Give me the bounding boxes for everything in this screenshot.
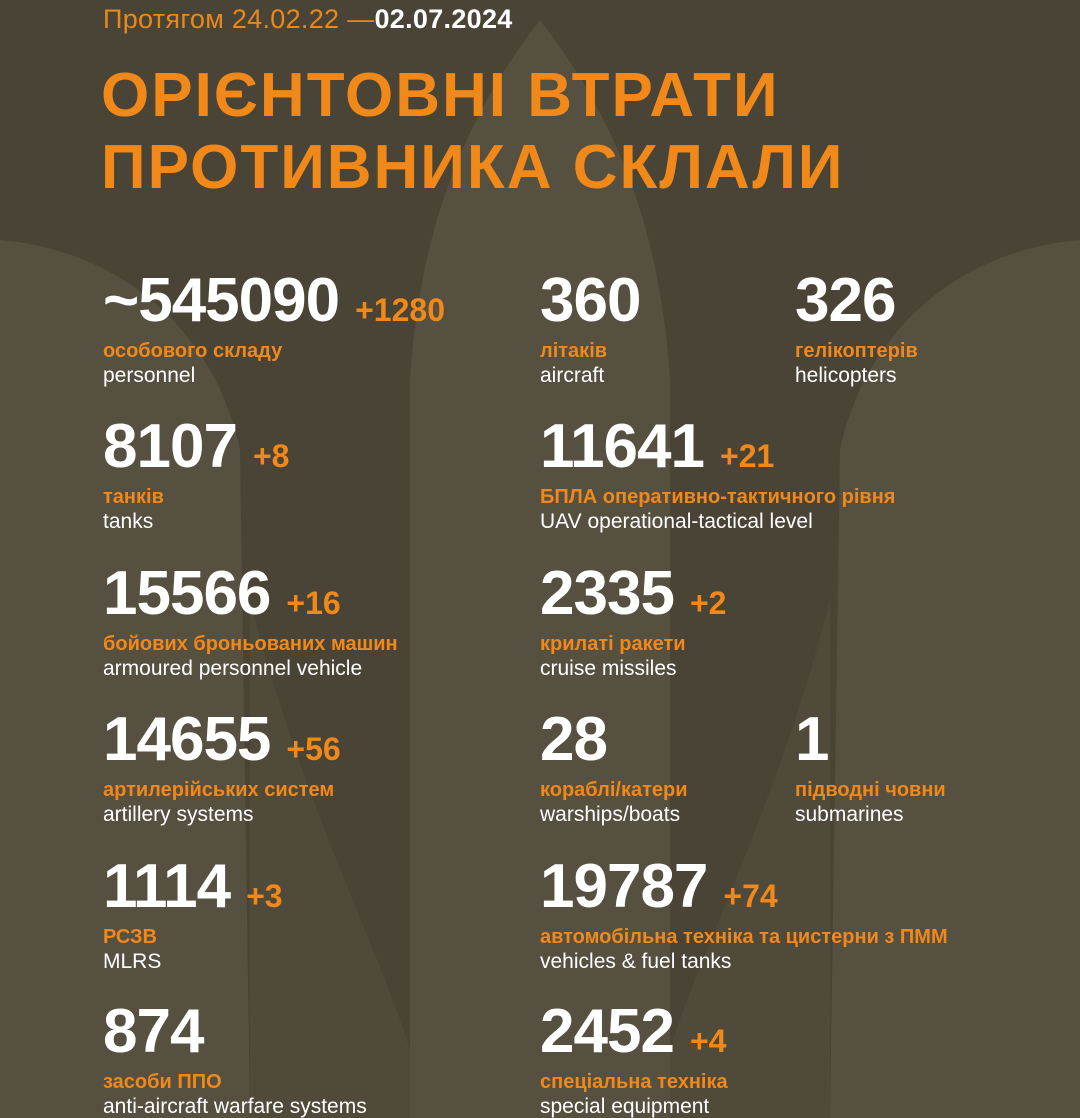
stat-delta: +4 bbox=[689, 1023, 727, 1059]
stat-vehicles bbox=[540, 852, 948, 973]
stat-label-en: MLRS bbox=[103, 950, 162, 973]
stat-label-en: vehicles & fuel tanks bbox=[540, 950, 732, 973]
stat-value: 874 bbox=[103, 997, 204, 1066]
stat-cruise-missiles bbox=[540, 559, 727, 680]
stat-label-ua: автомобільна техніка та цистерни з ПММ bbox=[540, 926, 948, 948]
stat-label-ua: кораблі/катери bbox=[540, 779, 688, 801]
stat-label-en: helicopters bbox=[795, 364, 897, 387]
stat-label-ua: РСЗВ bbox=[103, 926, 157, 948]
stat-value: 28 bbox=[540, 705, 607, 774]
stat-delta: +1280 bbox=[355, 292, 445, 328]
period-end-date: 02.07.2024 bbox=[374, 4, 513, 34]
stat-value: 8107 bbox=[103, 412, 237, 481]
stat-aircraft bbox=[540, 266, 641, 387]
stat-label-en: aircraft bbox=[540, 364, 605, 387]
stat-delta: +74 bbox=[723, 878, 778, 914]
stat-label-en: cruise missiles bbox=[540, 657, 677, 680]
stat-label-ua: спеціальна техніка bbox=[540, 1071, 728, 1093]
title-line-1: ОРІЄНТОВНІ ВТРАТИ bbox=[101, 61, 780, 130]
stat-label-en: special equipment bbox=[540, 1095, 710, 1118]
stat-label-ua: бойових броньованих машин bbox=[103, 633, 398, 655]
stat-delta: +3 bbox=[246, 878, 283, 914]
stat-label-ua: засоби ППО bbox=[103, 1071, 222, 1093]
stat-label-en: armoured personnel vehicle bbox=[103, 657, 363, 680]
stat-warships bbox=[540, 705, 688, 826]
stat-label-ua: артилерійських систем bbox=[103, 779, 335, 801]
stat-value: 360 bbox=[540, 266, 641, 335]
stat-label-en: warships/boats bbox=[540, 803, 681, 826]
stat-label-en: tanks bbox=[103, 510, 154, 533]
stat-delta: +16 bbox=[286, 585, 341, 621]
stat-helicopters bbox=[795, 266, 918, 387]
stat-special-equipment bbox=[540, 997, 728, 1118]
stat-submarines bbox=[795, 705, 946, 826]
stat-label-en: UAV operational-tactical level bbox=[540, 510, 813, 533]
stat-mlrs bbox=[103, 852, 283, 973]
stat-value: 14655 bbox=[103, 705, 271, 774]
header bbox=[103, 4, 513, 35]
stat-label-en: anti-aircraft warfare systems bbox=[103, 1095, 367, 1118]
stat-label-ua: підводні човни bbox=[795, 779, 946, 801]
stat-personnel bbox=[103, 266, 445, 387]
stat-delta: +2 bbox=[689, 585, 727, 621]
stat-armoured-vehicles bbox=[103, 559, 398, 680]
stat-value: ~545090 bbox=[103, 266, 340, 335]
stat-label-ua: танків bbox=[103, 486, 164, 508]
stat-value: 326 bbox=[795, 266, 896, 335]
stat-delta: +21 bbox=[720, 438, 775, 474]
stat-value: 2335 bbox=[540, 559, 674, 628]
period-prefix: Протягом 24.02.22 — bbox=[103, 4, 375, 34]
reporting-period bbox=[103, 4, 513, 35]
page-title bbox=[101, 60, 844, 204]
stat-label-ua: гелікоптерів bbox=[795, 340, 918, 362]
stat-value: 19787 bbox=[540, 852, 708, 921]
stat-uav bbox=[540, 412, 896, 533]
stat-label-ua: БПЛА оперативно-тактичного рівня bbox=[540, 486, 896, 508]
stat-label-ua: крилаті ракети bbox=[540, 633, 686, 655]
stat-label-en: artillery systems bbox=[103, 803, 254, 826]
stat-value: 1 bbox=[795, 705, 829, 774]
stat-tanks bbox=[103, 412, 290, 533]
stat-label-en: personnel bbox=[103, 364, 196, 387]
stat-artillery bbox=[103, 705, 341, 826]
stat-air-defense bbox=[103, 997, 367, 1118]
stat-delta: +56 bbox=[286, 731, 341, 767]
stat-value: 11641 bbox=[540, 412, 704, 481]
stat-value: 2452 bbox=[540, 997, 674, 1066]
stat-value: 1114 bbox=[103, 852, 231, 921]
stat-label-ua: особового складу bbox=[103, 340, 283, 362]
stat-label-en: submarines bbox=[795, 803, 904, 826]
stat-delta: +8 bbox=[252, 438, 290, 474]
stat-value: 15566 bbox=[103, 559, 271, 628]
title-line-2: ПРОТИВНИКА СКЛАЛИ bbox=[101, 133, 845, 202]
stat-label-ua: літаків bbox=[540, 340, 608, 362]
